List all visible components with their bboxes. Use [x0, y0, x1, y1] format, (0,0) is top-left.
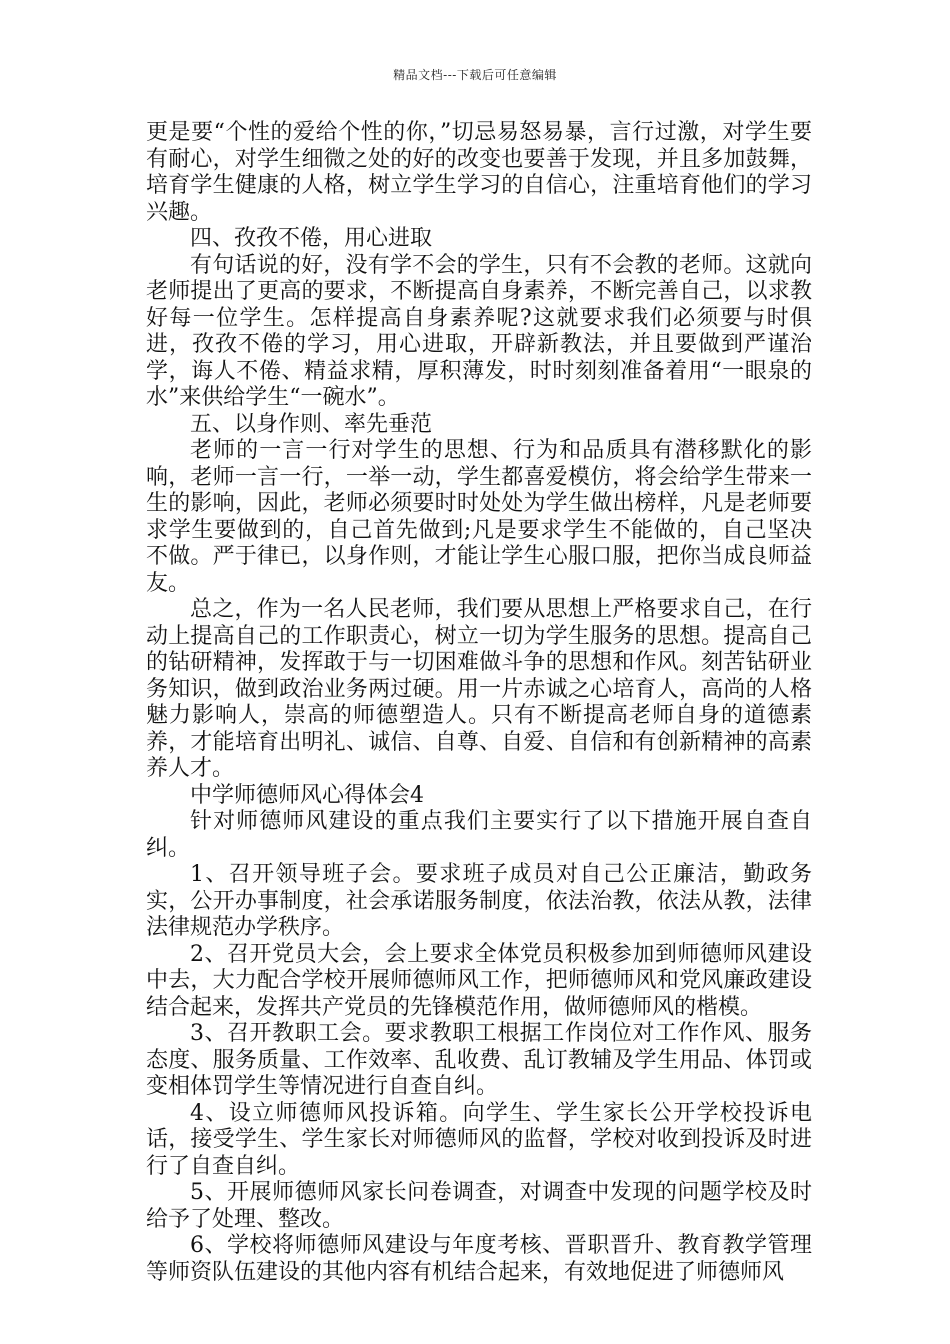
- paragraph: 更是要“个性的爱给个性的你，”切忌易怒易暴，言行过激，对学生要有耐心，对学生细微之处的好的改变也要善于发现，并且多加鼓舞，培育学生健康的人格，树立学生学习的自信心，注重培育他们的学习兴趣。: [146, 120, 812, 225]
- paragraph: 有句话说的好，没有学不会的学生，只有不会教的老师。这就向老师提出了更高的要求，不断提高自身素养，不断完善自己，以求教好每一位学生。怎样提高自身素养呢?这就要求我们必须要与时俱进，孜孜不倦的学习，用心进取，开辟新教法，并且要做到严谨治学，诲人不倦、精益求精，厚积薄发，时时刻刻准备着用“一眼泉的水”来供给学生“一碗水”。: [146, 252, 812, 410]
- list-item: 2、召开党员大会，会上要求全体党员积极参加到师德师风建设中去，大力配合学校开展师德师风工作，把师德师风和党风廉政建设结合起来，发挥共产党员的先锋模范作用，做师德师风的楷模。: [146, 941, 812, 1020]
- list-item: 4、设立师德师风投诉箱。向学生、学生家长公开学校投诉电话，接受学生、学生家长对师德师风的监督，学校对收到投诉及时进行了自查自纠。: [146, 1100, 812, 1179]
- list-item: 1、召开领导班子会。要求班子成员对自己公正廉洁，勤政务实，公开办事制度，社会承诺服务制度，依法治教，依法从教，法律法律规范办学秩序。: [146, 862, 812, 940]
- section-heading: 四、孜孜不倦，用心进取: [190, 226, 433, 251]
- article-title: 中学师德师风心得体会4: [190, 782, 424, 808]
- paragraph: 总之，作为一名人民老师，我们要从思想上严格要求自己，在行动上提高自己的工作职责心，树立一切为学生服务的思想。提高自己的钻研精神，发挥敢于与一切困难做斗争的思想和作风。刻苦钻研业务知识，做到政治业务两过硬。用一片赤诚之心培育人，高尚的人格魅力影响人，崇高的师德塑造人。只有不断提高老师自身的道德素养，才能培育出明礼、诚信、自尊、自爱、自信和有创新精神的高素养人才。: [146, 597, 812, 781]
- list-item: 3、召开教职工会。要求教职工根据工作岗位对工作作风、服务态度、服务质量、工作效率、乱收费、乱订教辅及学生用品、体罚或变相体罚学生等情况进行自查自纠。: [146, 1021, 812, 1099]
- list-item: 6、学校将师德师风建设与年度考核、晋职晋升、教育教学管理等师资队伍建设的其他内容有机结合起来，有效地促进了师德师风: [146, 1233, 812, 1285]
- list-item: 5、开展师德师风家长问卷调查，对调查中发现的问题学校及时给予了处理、整改。: [146, 1180, 812, 1232]
- paragraph: 老师的一言一行对学生的思想、行为和品质具有潜移默化的影响，老师一言一行，一举一动，学生都喜爱模仿，将会给学生带来一生的影响，因此，老师必须要时时处处为学生做出榜样，凡是老师要求学生要做到的，自己首先做到;凡是要求学生不能做的，自己坚决不做。严于律已，以身作则，才能让学生心服口服，把你当成良师益友。: [146, 438, 812, 596]
- document-body: [146, 120, 812, 1286]
- section-heading: 五、以身作则、率先垂范: [190, 411, 433, 437]
- paragraph: 针对师德师风建设的重点我们主要实行了以下措施开展自查自纠。: [146, 809, 812, 861]
- page-header: 精品文档---下载后可任意编辑: [393, 68, 557, 82]
